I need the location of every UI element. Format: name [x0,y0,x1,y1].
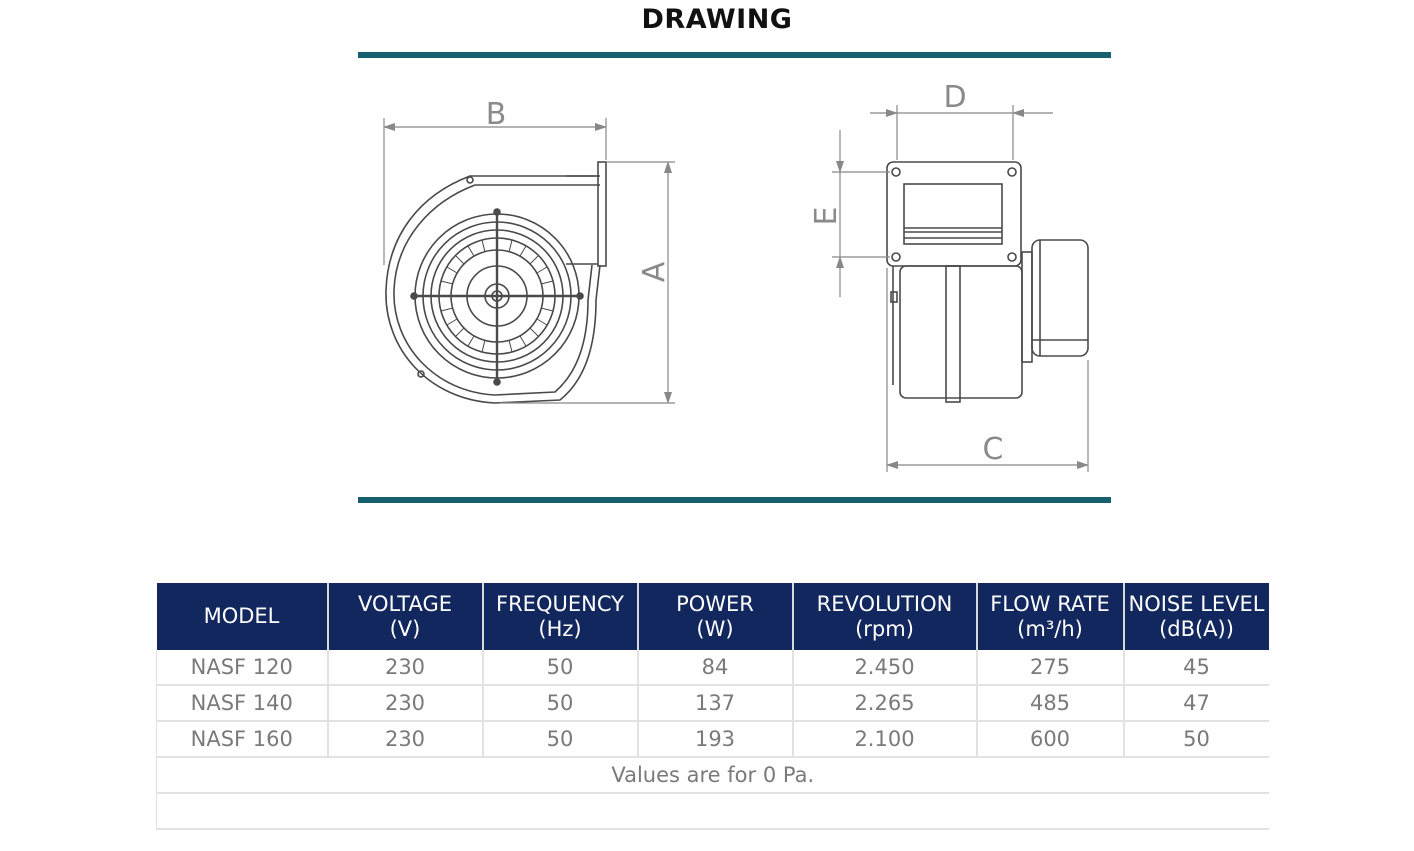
dimension-e-label: E [809,206,844,226]
header-power: POWER (W) [638,583,793,650]
header-flow-rate: FLOW RATE (m³/h) [977,583,1124,650]
model-cell: NASF 140 [157,685,328,721]
front-view [386,162,606,403]
voltage-cell: 230 [328,685,483,721]
power-cell: 193 [638,721,793,757]
voltage-cell: 230 [328,721,483,757]
revolution-cell: 2.100 [793,721,977,757]
table-note-row [157,757,1269,793]
flow-rate-cell: 600 [977,721,1124,757]
header-frequency: FREQUENCY (Hz) [483,583,638,650]
frequency-cell: 50 [483,721,638,757]
dimension-b-label: B [485,97,507,132]
model-cell: NASF 160 [157,721,328,757]
table-row [157,721,1269,757]
frequency-cell: 50 [483,650,638,685]
frequency-cell: 50 [483,685,638,721]
table-note: Values are for 0 Pa. [157,757,1269,793]
model-cell: NASF 120 [157,650,328,685]
front-dimensions [384,118,675,403]
header-revolution: REVOLUTION (rpm) [793,583,977,650]
revolution-cell: 2.450 [793,650,977,685]
bottom-divider [358,497,1111,503]
table-row [157,650,1269,685]
noise-level-cell: 47 [1124,685,1269,721]
side-view [887,162,1088,402]
header-noise-level: NOISE LEVEL (dB(A)) [1124,583,1269,650]
voltage-cell: 230 [328,650,483,685]
header-voltage: VOLTAGE (V) [328,583,483,650]
flow-rate-cell: 485 [977,685,1124,721]
noise-level-cell: 45 [1124,650,1269,685]
power-cell: 137 [638,685,793,721]
table-empty-row [157,793,1269,829]
dimension-a-label: A [637,261,672,283]
dimension-d-label: D [943,80,967,115]
power-cell: 84 [638,650,793,685]
table-header-row [157,583,1269,650]
dimension-c-label: C [982,432,1004,467]
empty-cell [157,793,1269,829]
page-title: DRAWING [641,4,793,35]
noise-level-cell: 50 [1124,721,1269,757]
specifications-table [156,583,1269,830]
flow-rate-cell: 275 [977,650,1124,685]
table-row [157,685,1269,721]
header-model: MODEL [157,583,328,650]
revolution-cell: 2.265 [793,685,977,721]
